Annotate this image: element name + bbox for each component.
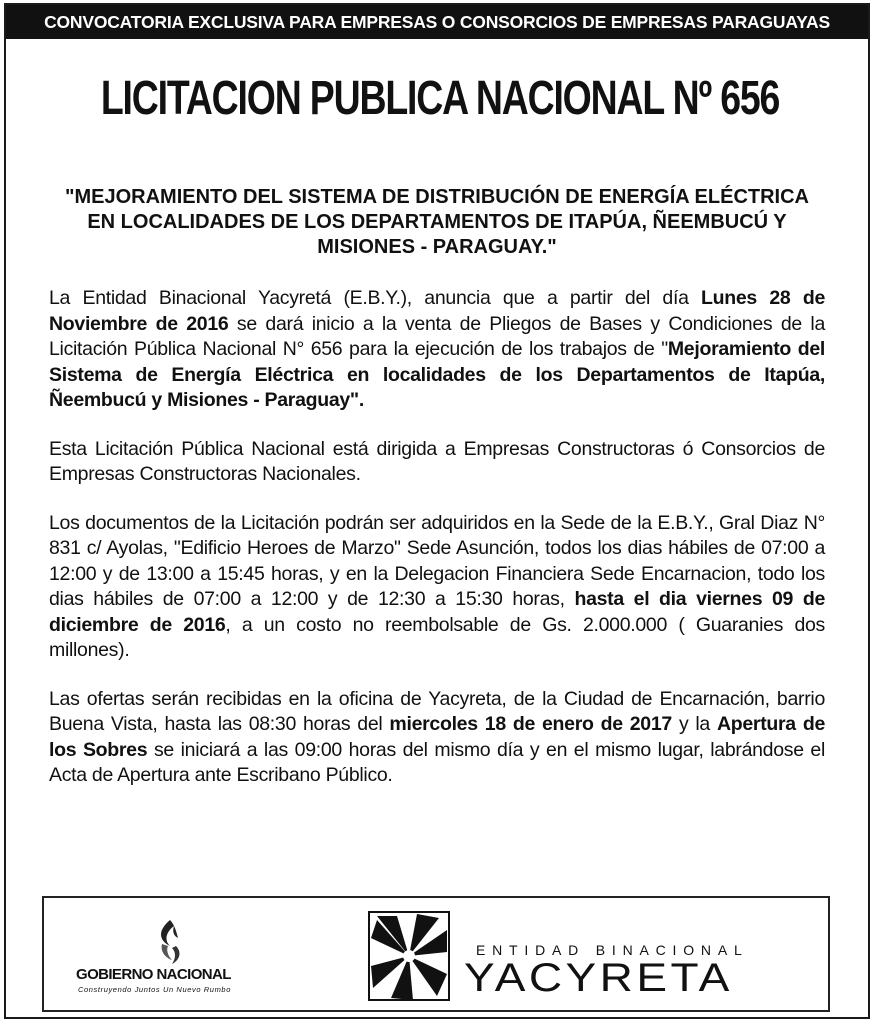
notice-body — [49, 286, 825, 789]
gobierno-name: GOBIERNO NACIONAL — [76, 966, 231, 983]
bold-run: Lunes 28 de Noviembre de 2016 — [49, 287, 825, 335]
eby-entity-label: ENTIDAD BINACIONAL — [476, 942, 749, 958]
eby-name-label: YACYRETA — [464, 956, 733, 1000]
top-banner: CONVOCATORIA EXCLUSIVA PARA EMPRESAS O CONSORCIOS DE EMPRESAS PARAGUAYAS — [6, 5, 868, 39]
gobierno-nacional-logo — [72, 916, 272, 1000]
bold-run: Apertura de los Sobres — [49, 713, 826, 761]
text-run: La Entidad Binacional Yacyretá (E.B.Y.), anuncia que a partir del día — [49, 287, 702, 309]
bold-run: miercoles 18 de enero de 2017 — [389, 713, 672, 735]
page-title: LICITACION PUBLICA NACIONAL Nº 656 — [100, 72, 780, 125]
paragraph-sale-start — [49, 286, 825, 414]
bold-run: Mejoramiento del Sistema de Energía Eléctrica en localidades de los Departamentos de Itapúa, Ñeembucú y Misiones - Paraguay". — [49, 338, 826, 411]
project-subtitle: "MEJORAMIENTO DEL SISTEMA DE DISTRIBUCIÓN DE ENERGÍA ELÉCTRICA EN LOCALIDADES DE LOS DEPARTAMENTOS DE ITAPÚA, ÑEEMBUCÚ Y MISIONES - PARAGUAY." — [65, 186, 809, 258]
notice-page — [4, 3, 870, 1019]
gobierno-slogan: Construyendo Juntos Un Nuevo Rumbo — [78, 985, 231, 994]
bold-run: hasta el dia viernes 09 de diciembre de 2016 — [49, 588, 825, 636]
paragraph-eligibility: Esta Licitación Pública Nacional está dirigida a Empresas Constructoras ó Consorcios de Empresas Constructoras Nacionales. — [49, 437, 825, 485]
paragraph-documents — [49, 511, 825, 664]
logo-box — [42, 896, 830, 1012]
yacyreta-spiral-icon — [367, 908, 451, 1004]
paragraph-offers — [49, 687, 825, 789]
flame-icon — [150, 918, 190, 968]
text-run: , a un costo no reembolsable de Gs. 2.000.000 ( Guaranies dos millones). — [49, 613, 825, 661]
text-run: y la — [671, 713, 717, 735]
text-run: se iniciará a las 09:00 horas del mismo día y en el mismo lugar, labrándose el Acta de Apertura ante Escribano Público. — [49, 738, 826, 786]
text-run: se dará inicio a la venta de Pliegos de Bases y Condiciones de la Licitación Pública Nacional N° 656 para la ejecución de los trabajos de " — [49, 312, 825, 360]
text-run: Los documentos de la Licitación podrán ser adquiridos en la Sede de la E.B.Y., Gral Diaz N° 831 c/ Ayolas, "Edificio Heroes de Marzo" Sede Asunción, todos los dias hábiles de 07:00 a 12:00 y de 13:00 a 15:45 horas, y en la Delegacion Financiera Sede Encarnacion, todo los dias hábiles de 07:00 a 12:00 y de 12:30 a 15:30 horas, — [49, 511, 825, 610]
text-run: Las ofertas serán recibidas en la oficina de Yacyreta, de la Ciudad de Encarnación, barrio Buena Vista, hasta las 08:30 horas del — [49, 687, 825, 735]
